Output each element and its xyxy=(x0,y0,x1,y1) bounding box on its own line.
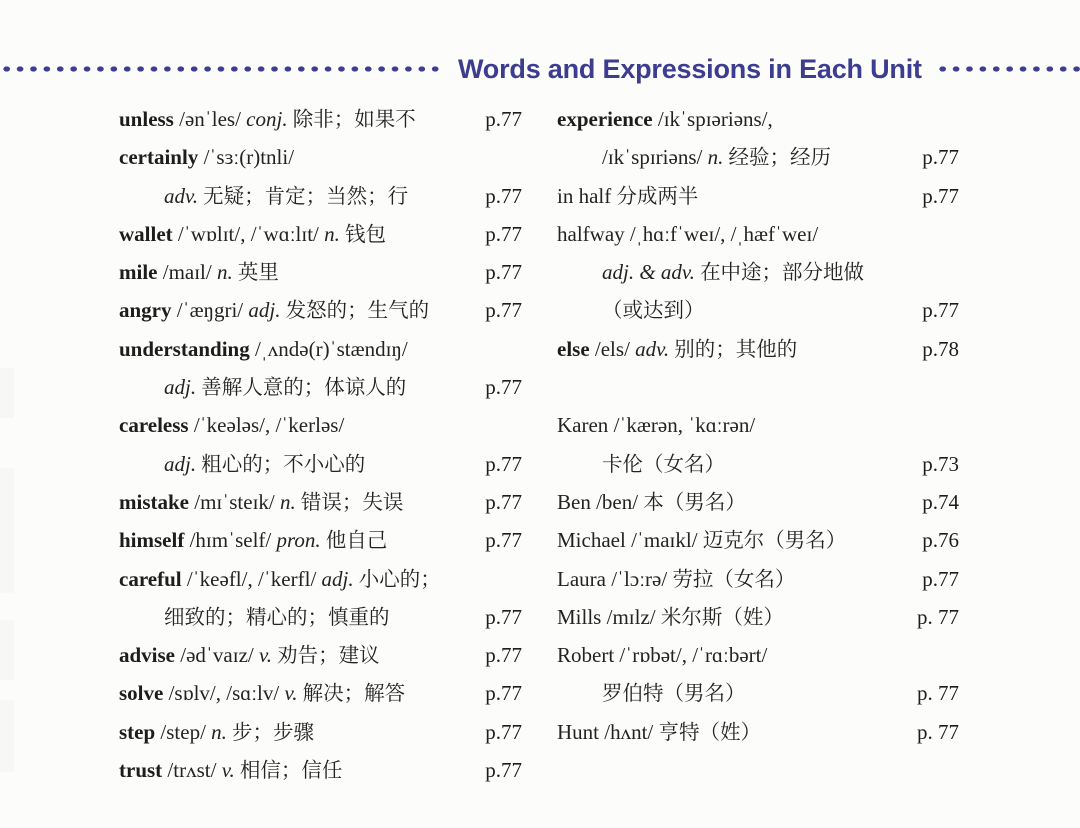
page-ref: p. 77 xyxy=(917,604,959,629)
scan-shade xyxy=(0,620,14,680)
part-of-speech: n. xyxy=(280,489,296,514)
phonetic: /ədˈvaɪz/ xyxy=(175,643,259,668)
phonetic: /ˈkærən, ˈkɑːrən/ xyxy=(608,413,756,438)
part-of-speech: conj. xyxy=(246,107,288,131)
glossary-column-right xyxy=(557,100,959,751)
page-ref: p.77 xyxy=(922,145,959,170)
page-ref: p.77 xyxy=(922,298,959,323)
entry-line xyxy=(557,560,959,598)
headword: careless xyxy=(119,413,189,438)
headword: understanding xyxy=(119,336,250,361)
headword: angry xyxy=(119,298,172,323)
chinese-gloss: 他自己 xyxy=(320,530,388,553)
chinese-gloss: 迈克尔（男名） xyxy=(702,530,847,553)
scan-shade xyxy=(0,468,14,593)
entry-line xyxy=(557,636,959,674)
headword: himself xyxy=(119,528,185,553)
word: in half xyxy=(557,183,612,208)
headword: trust xyxy=(119,758,163,783)
page-ref: p.77 xyxy=(922,566,959,591)
entry-line xyxy=(119,138,522,176)
page-ref: p.77 xyxy=(485,528,522,553)
part-of-speech: n. xyxy=(216,260,233,285)
chinese-gloss: 本（男名） xyxy=(643,491,746,514)
chinese-gloss: 粗心的；不小心的 xyxy=(196,453,366,476)
entry-line xyxy=(119,751,522,789)
phonetic: /ˈrɒbət/, /ˈrɑːbərt/ xyxy=(614,643,768,668)
phonetic: /step/ xyxy=(155,719,212,744)
headword: certainly xyxy=(119,145,199,170)
dotted-rule-left xyxy=(0,65,444,73)
entry-line xyxy=(557,483,959,521)
headword: unless xyxy=(119,107,174,131)
entry-line xyxy=(119,560,522,598)
word: Karen xyxy=(557,413,609,438)
entry-line xyxy=(119,521,522,559)
page-title: Words and Expressions in Each Unit xyxy=(458,53,922,84)
chinese-gloss: 米尔斯（姓） xyxy=(660,606,784,629)
page-ref: p.77 xyxy=(485,758,522,783)
page-ref: p.77 xyxy=(485,604,522,629)
page-ref: p.78 xyxy=(922,336,959,361)
word: Ben xyxy=(557,489,591,514)
chinese-gloss: 发怒的；生气的 xyxy=(280,300,430,323)
page-ref: p.77 xyxy=(485,183,522,208)
word: Michael xyxy=(557,528,626,553)
phonetic: /ˈsɜː(r)tnli/ xyxy=(198,145,295,170)
part-of-speech: v. xyxy=(284,681,298,706)
phonetic: /maɪl/ xyxy=(157,260,217,285)
phonetic: /hʌnt/ xyxy=(599,719,659,744)
phonetic: /ben/ xyxy=(590,489,644,514)
part-of-speech: n. xyxy=(211,719,227,744)
part-of-speech: adj. xyxy=(164,375,197,400)
chinese-gloss: 罗伯特（男名） xyxy=(602,683,746,706)
entry-line xyxy=(557,330,959,368)
entry-line xyxy=(119,636,522,674)
phonetic: /sɒlv/, /sɑːlv/ xyxy=(163,681,285,706)
page-ref: p.77 xyxy=(485,375,522,400)
phonetic: /ˈmaɪkl/ xyxy=(625,528,703,553)
entry-line xyxy=(557,598,959,636)
page-ref: p.76 xyxy=(922,528,959,553)
phonetic: /ɪkˈspɪəriəns/, xyxy=(652,107,773,131)
part-of-speech: v. xyxy=(221,758,235,783)
entry-line xyxy=(119,253,522,291)
word: Mills xyxy=(557,604,602,629)
chinese-gloss: 小心的； xyxy=(353,568,441,591)
entry-line xyxy=(557,713,959,751)
chinese-gloss: 细致的；精心的；慎重的 xyxy=(164,606,390,629)
headword: mile xyxy=(119,260,158,285)
phonetic: /ɪkˈspɪriəns/ xyxy=(602,145,708,170)
page-ref: p.77 xyxy=(485,260,522,285)
chinese-gloss: 无疑；肯定；当然；行 xyxy=(198,185,409,208)
headword: solve xyxy=(119,681,164,706)
phonetic: /ˈkeələs/, /ˈkerləs/ xyxy=(188,413,345,438)
page-ref: p.74 xyxy=(922,489,959,514)
section-header xyxy=(0,50,1080,88)
entry-line xyxy=(557,291,959,329)
word: halfway xyxy=(557,221,625,246)
entry-line xyxy=(119,100,522,138)
entry-line xyxy=(119,445,522,483)
phonetic: /mɪˈsteɪk/ xyxy=(189,489,280,514)
chinese-gloss: 相信；信任 xyxy=(234,760,343,783)
entry-line xyxy=(557,253,959,291)
part-of-speech: n. xyxy=(324,221,340,246)
page-ref: p.73 xyxy=(922,451,959,476)
page-ref: p.77 xyxy=(485,451,522,476)
entry-line xyxy=(557,100,959,138)
entry-line xyxy=(557,177,959,215)
chinese-gloss: 分成两半 xyxy=(611,185,699,208)
dotted-rule-right xyxy=(936,65,1080,73)
page-ref: p.77 xyxy=(485,643,522,668)
chinese-gloss: 英里 xyxy=(232,262,279,285)
page-ref: p.77 xyxy=(922,183,959,208)
chinese-gloss: 劝告；建议 xyxy=(272,645,380,668)
entry-line xyxy=(557,138,959,176)
phonetic: /mɪlz/ xyxy=(601,604,661,629)
chinese-gloss: 步；步骤 xyxy=(226,721,315,744)
part-of-speech: adj. & adv. xyxy=(602,260,695,285)
headword: step xyxy=(119,719,156,744)
chinese-gloss: 在中途；部分地做 xyxy=(694,262,865,285)
phonetic: /trʌst/ xyxy=(162,758,222,783)
word: Hunt xyxy=(557,719,599,744)
headword: advise xyxy=(119,643,176,668)
word: Robert xyxy=(557,643,615,668)
phonetic: /ˈwɒlɪt/, /ˈwɑːlɪt/ xyxy=(172,221,325,246)
page-ref: p. 77 xyxy=(917,719,959,744)
entry-line xyxy=(557,521,959,559)
entry-line xyxy=(119,330,522,368)
chinese-gloss: 亨特（姓） xyxy=(658,721,762,744)
scan-shade xyxy=(0,700,14,772)
entry-line xyxy=(557,445,959,483)
page-ref: p.77 xyxy=(485,719,522,744)
phonetic: /ˈæŋgri/ xyxy=(171,298,249,323)
headword: else xyxy=(557,336,590,361)
part-of-speech: n. xyxy=(707,145,724,170)
chinese-gloss: 错误；失误 xyxy=(295,491,404,514)
scan-shade xyxy=(0,368,14,418)
part-of-speech: adv. xyxy=(164,183,199,208)
part-of-speech: adj. xyxy=(321,566,354,591)
chinese-gloss: 别的；其他的 xyxy=(669,338,798,361)
entry-line xyxy=(119,177,522,215)
chinese-gloss: 经验；经历 xyxy=(723,147,831,170)
part-of-speech: adj. xyxy=(164,451,197,476)
chinese-gloss: 钱包 xyxy=(339,223,386,246)
page-ref: p.77 xyxy=(485,221,522,246)
phonetic: /ˌhɑːfˈweɪ/, /ˌhæfˈweɪ/ xyxy=(624,221,819,246)
glossary-column-left xyxy=(119,100,522,789)
page-ref: p. 77 xyxy=(917,681,959,706)
page-ref: p.77 xyxy=(485,681,522,706)
headword: wallet xyxy=(119,221,173,246)
phonetic: /ˌʌndə(r)ˈstændɪŋ/ xyxy=(249,336,408,361)
blank-line xyxy=(557,368,959,406)
chinese-gloss: 卡伦（女名） xyxy=(602,453,725,476)
part-of-speech: v. xyxy=(258,643,272,668)
page-ref: p.77 xyxy=(485,107,522,131)
page-ref: p.77 xyxy=(485,489,522,514)
entry-line xyxy=(557,215,959,253)
chinese-gloss: （或达到） xyxy=(602,300,705,323)
chinese-gloss: 除非；如果不 xyxy=(287,109,416,131)
part-of-speech: adv. xyxy=(635,336,670,361)
headword: careful xyxy=(119,566,182,591)
entry-line xyxy=(557,406,959,444)
headword: experience xyxy=(557,107,653,131)
phonetic: /els/ xyxy=(589,336,636,361)
part-of-speech: pron. xyxy=(276,528,321,553)
word: Laura xyxy=(557,566,606,591)
phonetic: /ˈlɔːrə/ xyxy=(605,566,673,591)
phonetic: /ənˈles/ xyxy=(173,107,247,131)
entry-line xyxy=(119,215,522,253)
phonetic: /hɪmˈself/ xyxy=(184,528,277,553)
headword: mistake xyxy=(119,489,189,514)
chinese-gloss: 解决；解答 xyxy=(297,683,406,706)
chinese-gloss: 善解人意的；体谅人的 xyxy=(196,377,407,400)
entry-line xyxy=(119,674,522,712)
part-of-speech: adj. xyxy=(248,298,281,323)
entry-line xyxy=(119,713,522,751)
entry-line xyxy=(119,598,522,636)
entry-line xyxy=(119,368,522,406)
entry-line xyxy=(557,674,959,712)
phonetic: /ˈkeəfl/, /ˈkerfl/ xyxy=(181,566,322,591)
entry-line xyxy=(119,483,522,521)
entry-line xyxy=(119,406,522,444)
entry-line xyxy=(119,291,522,329)
page-ref: p.77 xyxy=(485,298,522,323)
chinese-gloss: 劳拉（女名） xyxy=(672,568,796,591)
